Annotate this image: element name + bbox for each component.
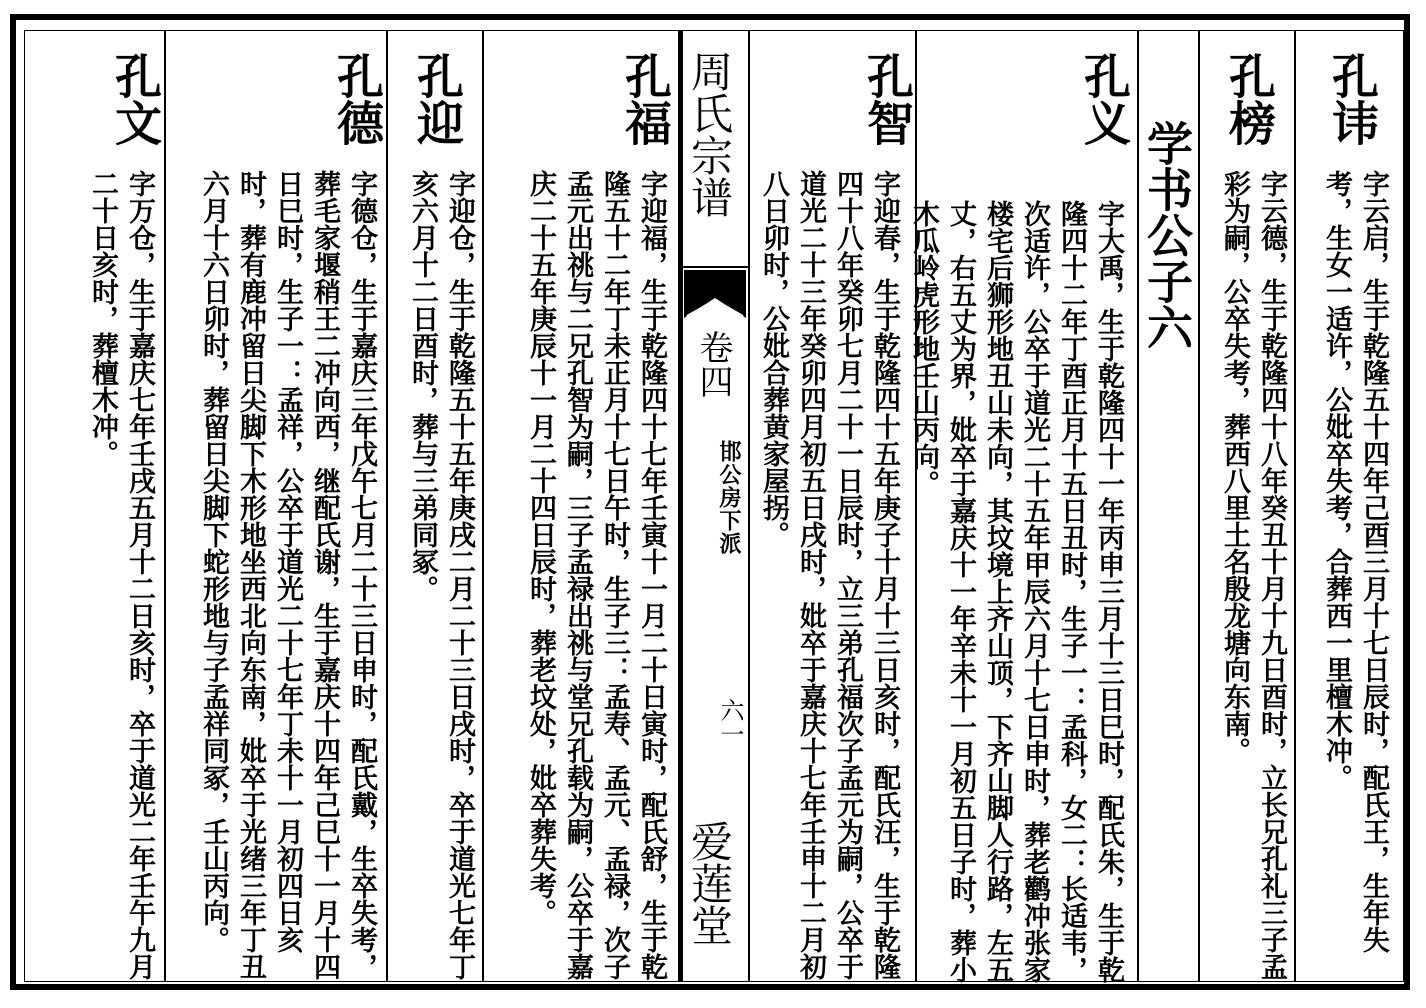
entry-name: 孔文	[107, 52, 162, 146]
center-band-left-line	[678, 30, 683, 982]
entry-kong-bang	[1200, 30, 1294, 982]
page-number: 六一	[716, 698, 744, 746]
entry-bio: 字万仓，生于嘉庆七年壬戌五月十二日亥时，卒于道光二年壬午九月二十日亥时，葬檀木冲。	[87, 170, 155, 980]
entry-bio: 字德仓，生于嘉庆三年戊午七月二十三日申时，配氏戴，生卒失考，葬毛家堰稍王二冲向西，继配氏谢，生于嘉庆十四年己巳十一月十四日巳时，生子一：孟祥，公卒于道光二十七年丁未十一月初四日亥时，葬有鹿冲留日尖脚下木形地坐西北向东南，妣卒于光绪三年丁丑六月十六日卯时，葬留日尖脚下蛇形地与子孟祥同冢，壬山丙向。	[198, 170, 377, 980]
entry-name: 孔迎	[409, 52, 464, 146]
column-divider	[1137, 30, 1139, 982]
entry-kong-fu	[484, 30, 678, 982]
entry-kong-de	[166, 30, 386, 982]
book-title: 周氏宗谱	[685, 50, 734, 218]
entry-kong-wei	[1296, 30, 1404, 982]
entry-bio: 字迎仓，生于乾隆五十五年庚戌二月二十三日戌时，卒于道光七年丁亥六月十二日酉时，葬与三弟同冢。	[407, 170, 475, 980]
entry-kong-yi	[908, 30, 1137, 983]
entry-name: 孔德	[329, 52, 384, 146]
entry-kong-wen	[26, 30, 164, 982]
entry-bio: 字云启，生于乾隆五十四年己酉三月十七日辰时，配氏王，生年失考，生女一适许，公妣卒失考，合葬西一里檀木冲。	[1321, 170, 1389, 953]
entry-name: 孔榜	[1221, 52, 1276, 146]
branch-label: 邯公房下派	[716, 440, 742, 555]
entry-name: 孔智	[859, 52, 914, 146]
fish-tail-mark	[684, 270, 746, 320]
entry-bio: 字大禹，生于乾隆四十一年丙申三月十三日巳时，配氏朱，生于乾隆四十二年丁酉正月十五日丑时，生子一：孟科，女二：长适韦，次适许，公卒于道光二十五年甲辰六月十七日申时，葬老鹳冲张家楼宅后狮形地丑山未向，其坟境上齐山顶，下齐山脚人行路，左五丈，右五丈为界，妣卒于嘉庆十一年辛未十一月初五日子时，葬小木瓜岭虎形地壬山丙向。	[908, 200, 1124, 983]
hall-name: 爱莲堂	[685, 820, 734, 946]
entry-name: 孔义	[1076, 52, 1131, 146]
entry-bio: 字迎春，生于乾隆四十五年庚子十月十三日亥时，配氏汪，生于乾隆四十八年癸卯七月二十一日辰时，立三弟孔福次子孟元为嗣，公卒于道光二十三年癸卯四月初五日戌时，妣卒于嘉庆十七年壬申十二月初八日卯时，公妣合葬黄家屋拐。	[758, 170, 900, 980]
entry-name: 孔讳	[1324, 52, 1379, 146]
entry-kong-zhi	[750, 30, 915, 982]
entry-kong-ying	[388, 30, 482, 982]
entry-name: 孔福	[617, 52, 672, 146]
section-title: 学书公子六	[1140, 120, 1194, 350]
volume-label: 卷四	[693, 330, 733, 398]
entry-bio: 字迎福，生于乾隆四十七年壬寅十一月二十日寅时，配氏舒，生于乾隆五十二年丁未正月十七日午时，生子三：孟寿、孟元、孟禄，次子孟元出祧与二兄孔智为嗣，三子孟禄出祧与堂兄孔载为嗣，公卒于嘉庆二十五年庚辰十一月二十四日辰时，葬老坟处，妣卒葬失考。	[525, 170, 667, 980]
entry-bio: 字云德，生于乾隆四十八年癸丑十月十九日酉时，立长兄孔礼三子孟彩为嗣，公卒失考，葬西八里土名殷龙塘向东南。	[1219, 170, 1287, 980]
band-rule	[682, 266, 748, 268]
